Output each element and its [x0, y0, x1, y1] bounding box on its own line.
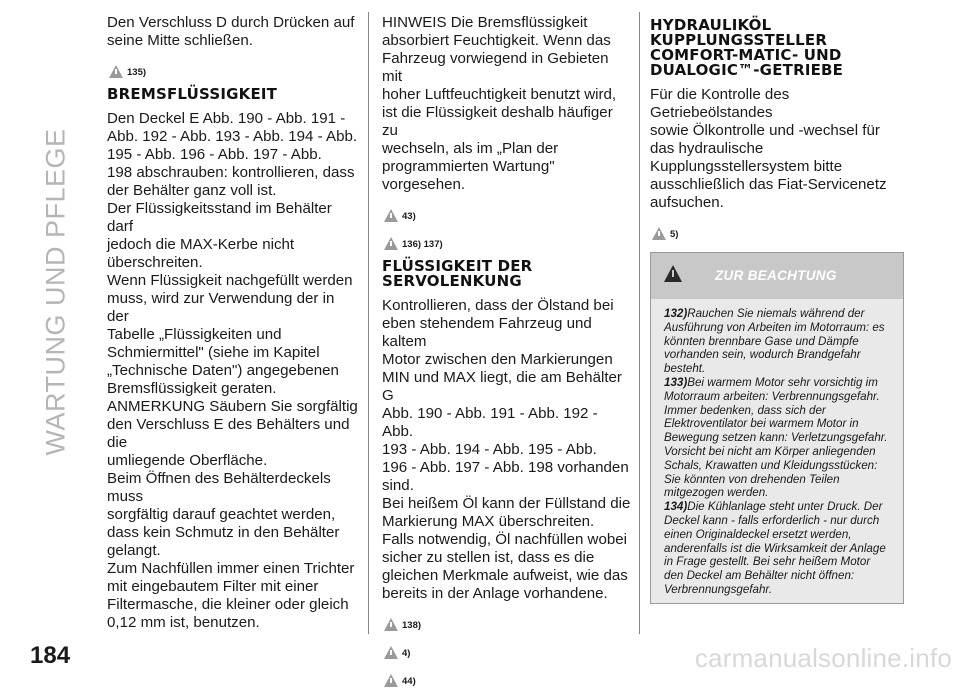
reference-number: 43)	[402, 211, 416, 222]
body-line: sicher zu stellen ist, dass es die	[382, 549, 595, 566]
warning-triangle-icon	[109, 65, 123, 78]
body-line: sorgfältig darauf geachtet werden,	[107, 506, 336, 523]
body-line: Kontrollieren, dass der Ölstand bei	[382, 297, 614, 314]
body-line: das hydraulische	[650, 140, 764, 157]
body-line: ausschließlich das Fiat-Servicenetz	[650, 176, 887, 193]
intro-line: seine Mitte schließen.	[107, 32, 253, 49]
column-2	[382, 14, 632, 696]
note-item	[664, 307, 891, 376]
body-line: sind.	[382, 477, 414, 494]
body-line: eben stehendem Fahrzeug und kaltem	[382, 315, 592, 350]
reference-marker	[382, 669, 632, 687]
note-number: 134)	[664, 500, 688, 514]
chapter-side-title: WARTUNG UND PFLEGE	[40, 128, 71, 456]
watermark: carmanualsonline.info	[694, 643, 952, 673]
body-line: Beim Öffnen des Behälterdeckels muss	[107, 470, 331, 505]
section-heading-power-steering-fluid	[382, 259, 632, 289]
reference-number: 44)	[402, 676, 416, 687]
body-line: Motor zwischen den Markierungen	[382, 351, 613, 368]
body-line: Wenn Flüssigkeit nachgefüllt werden	[107, 272, 353, 289]
note-text: Die Kühlanlage steht unter Druck. Der Deckel kann - falls erforderlich - nur durch einen Originaldeckel ersetzt werden, anderenfalls ist die Wirksamkeit der Anlage in Frage gestellt. Bei sehr heißem Motor den Deckel am Behälter nicht öffnen: Verbrennungsgefahr.	[664, 500, 886, 596]
body-line: 196 - Abb. 197 - Abb. 198 vorhanden	[382, 459, 629, 476]
body-line: wechseln, als im „Plan der	[382, 140, 559, 157]
body-line: sowie Ölkontrolle und -wechsel für	[650, 122, 880, 139]
page-number: 184	[30, 642, 71, 669]
section-body-brake-fluid	[107, 110, 359, 632]
body-line: HINWEIS Die Bremsflüssigkeit	[382, 14, 588, 31]
note-item	[664, 500, 891, 597]
body-line: überschreiten.	[107, 254, 203, 271]
body-line: programmierten Wartung" vorgesehen.	[382, 158, 555, 193]
body-line: ist die Flüssigkeit deshalb häufiger zu	[382, 104, 613, 139]
section-body-power-steering	[382, 297, 632, 603]
body-line: Fahrzeug vorwiegend in Gebieten mit	[382, 50, 609, 85]
body-line: „Technische Daten") angegebenen	[107, 362, 339, 379]
heading-line: KUPPLUNGSSTELLER	[650, 31, 828, 49]
warning-triangle-icon	[384, 646, 398, 659]
body-line: Der Flüssigkeitsstand im Behälter darf	[107, 200, 332, 235]
note-number: 133)	[664, 375, 688, 389]
body-line: umliegende Oberfläche.	[107, 452, 268, 469]
body-line: Zum Nachfüllen immer einen Trichter	[107, 560, 355, 577]
reference-marker	[650, 222, 902, 240]
section-body-hydraulic-oil	[650, 86, 902, 212]
body-line: Für die Kontrolle des Getriebeölstandes	[650, 86, 790, 121]
reference-number: 135)	[127, 67, 147, 78]
body-line: gleichen Merkmale aufweist, wie das	[382, 567, 628, 584]
body-line: 193 - Abb. 194 - Abb. 195 - Abb.	[382, 441, 597, 458]
body-line: ANMERKUNG Säubern Sie sorgfältig	[107, 398, 358, 415]
body-line: 195 - Abb. 196 - Abb. 197 - Abb.	[107, 146, 322, 163]
body-line: Falls notwendig, Öl nachfüllen wobei	[382, 531, 627, 548]
body-line: MIN und MAX liegt, die am Behälter G	[382, 369, 622, 404]
heading-line: FLÜSSIGKEIT DER	[382, 257, 533, 275]
body-line: Tabelle „Flüssigkeiten und	[107, 326, 282, 343]
body-line: 198 abschrauben: kontrollieren, dass	[107, 164, 355, 181]
body-line: Den Deckel E Abb. 190 - Abb. 191 -	[107, 110, 346, 127]
column-divider-2	[639, 12, 640, 634]
hinweis-paragraph	[382, 14, 632, 194]
heading-line: HYDRAULIKÖL	[650, 16, 772, 34]
warning-triangle-icon	[652, 227, 666, 240]
body-line: der Behälter ganz voll ist.	[107, 182, 277, 199]
heading-line: COMFORT-MATIC- UND	[650, 46, 842, 64]
body-line: Abb. 190 - Abb. 191 - Abb. 192 - Abb.	[382, 405, 598, 440]
column-3	[650, 14, 902, 604]
body-line: Filtermasche, die kleiner oder gleich	[107, 596, 349, 613]
note-text: Rauchen Sie niemals während der Ausführung von Arbeiten im Motorraum: es könnten brennbare Gase und Dämpfe vorhanden sein, wodurch Brandgefahr besteht.	[664, 307, 885, 376]
column-divider-1	[368, 12, 369, 634]
reference-number: 4)	[402, 648, 411, 659]
reference-number: 138)	[402, 620, 422, 631]
section-heading-brake-fluid: BREMSFLÜSSIGKEIT	[107, 85, 278, 103]
reference-marker	[382, 204, 632, 222]
body-line: mit eingebautem Filter mit einer	[107, 578, 319, 595]
column-1	[107, 14, 359, 632]
reference-marker	[107, 60, 359, 78]
body-line: bereits in der Anlage vorhandene.	[382, 585, 608, 602]
body-line: hoher Luftfeuchtigkeit benutzt wird,	[382, 86, 617, 103]
body-line: muss, wird zur Verwendung der in der	[107, 290, 335, 325]
warning-triangle-icon	[664, 265, 682, 282]
reference-number: 136) 137)	[402, 239, 443, 250]
body-line: gelangt.	[107, 542, 161, 559]
note-number: 132)	[664, 307, 688, 320]
warning-note-box	[650, 252, 904, 604]
body-line: Kupplungsstellersystem bitte	[650, 158, 843, 175]
body-line: Markierung MAX überschreiten.	[382, 513, 595, 530]
note-item	[664, 376, 891, 500]
heading-line: SERVOLENKUNG	[382, 272, 522, 290]
body-line: aufsuchen.	[650, 194, 724, 211]
body-line: absorbiert Feuchtigkeit. Wenn das	[382, 32, 611, 49]
note-text: Bei warmem Motor sehr vorsichtig im Motorraum arbeiten: Verbrennungsgefahr. Immer bedenken, dass sich der Elektroventilator bei warmem Motor in Bewegung setzen kann: Verletzungsgefahr. Vorsicht bei nicht am Körper anliegenden Schals, Krawatten und Kleidungsstücken: Sie könnten von drehenden Teilen mitgezogen werden.	[664, 375, 888, 500]
warning-note-header	[651, 253, 903, 299]
body-line: den Verschluss E des Behälters und die	[107, 416, 350, 451]
warning-note-body	[651, 299, 903, 603]
body-line: dass kein Schmutz in den Behälter	[107, 524, 340, 541]
reference-marker	[382, 232, 632, 250]
intro-line: Den Verschluss D durch Drücken auf	[107, 14, 355, 31]
warning-note-title: ZUR BEACHTUNG	[715, 268, 837, 283]
warning-triangle-icon	[384, 674, 398, 687]
body-line: Schmiermittel" (siehe im Kapitel	[107, 344, 320, 361]
warning-triangle-icon	[384, 618, 398, 631]
heading-line: DUALOGIC™-GETRIEBE	[650, 61, 844, 79]
body-line: Bei heißem Öl kann der Füllstand die	[382, 495, 631, 512]
reference-number: 5)	[670, 229, 679, 240]
section-heading-hydraulic-oil	[650, 18, 902, 78]
warning-triangle-icon	[384, 237, 398, 250]
body-line: jedoch die MAX-Kerbe nicht	[107, 236, 295, 253]
body-line: Abb. 192 - Abb. 193 - Abb. 194 - Abb.	[107, 128, 358, 145]
body-line: Bremsflüssigkeit geraten.	[107, 380, 277, 397]
warning-triangle-icon	[384, 209, 398, 222]
reference-marker	[382, 641, 632, 659]
body-line: 0,12 mm ist, benutzen.	[107, 614, 260, 631]
reference-marker	[382, 613, 632, 631]
